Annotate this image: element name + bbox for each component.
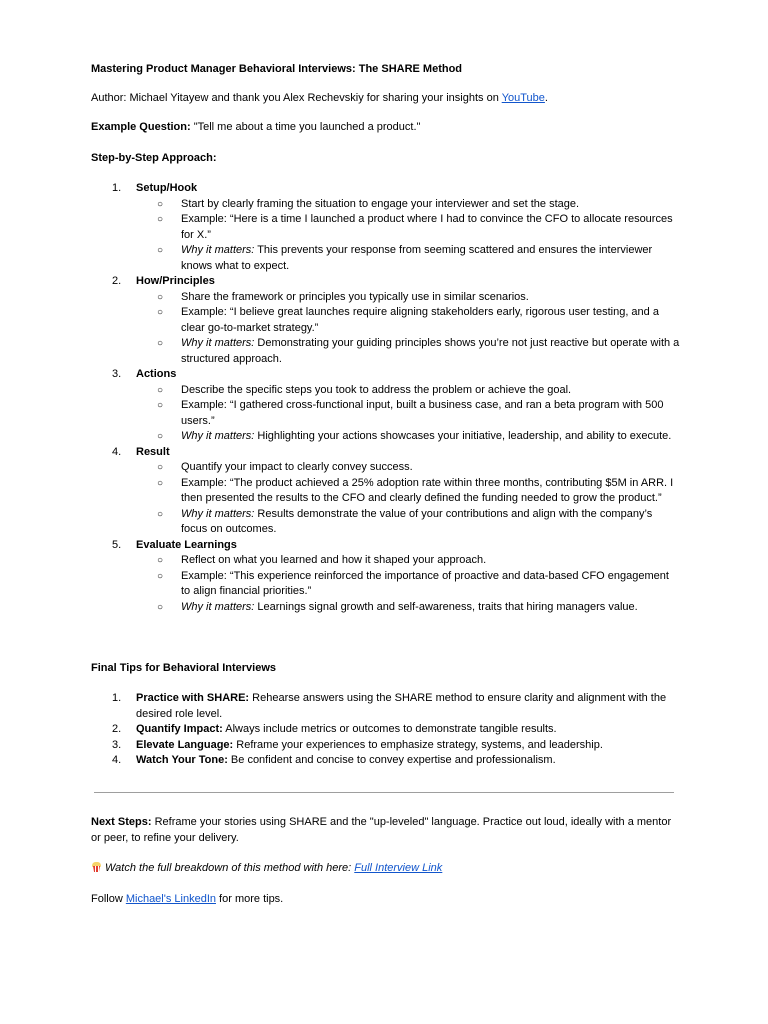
tips-list [91,691,680,769]
follow-before: Follow [91,893,126,905]
author-end: . [544,92,548,104]
step-detail-text: Quantify your impact to clearly convey success. [181,461,413,473]
tip-item [91,738,680,754]
step-item [91,181,680,274]
bullet-icon: ○ [157,214,164,225]
step-detail-item [136,600,680,616]
step-detail-text: Results demonstrate the value of your contributions and align with the company’s focus on outcomes. [181,507,653,535]
tip-label: Watch Your Tone: [136,754,228,766]
step-detail-text: Describe the specific steps you took to address the problem or achieve the goal. [181,383,572,396]
author-line [91,91,680,107]
step-title: How/Principles [136,275,215,287]
step-detail-item [136,243,680,274]
document-title: Mastering Product Manager Behavioral Interviews: The SHARE Method [91,63,463,75]
step-detail-item [136,212,680,243]
step-detail-item [136,383,680,399]
horizontal-divider [94,792,674,793]
step-item [91,445,680,538]
watch-text: Watch the full breakdown of this method with here: [105,862,355,874]
step-detail-text: Learnings signal growth and self-awareness, traits that hiring managers value. [254,600,638,613]
example-question [91,120,680,136]
step-number: 2. [112,275,122,287]
step-detail-item [136,460,680,476]
step-detail-text: Example: “This experience reinforced the importance of proactive and data-based CFO engagement to align financial priorities.” [181,569,669,597]
step-detail-text: Example: “Here is a time I launched a product where I had to convince the CFO to allocate resources for X.” [181,213,673,241]
bullet-icon: ○ [157,338,164,349]
bullet-icon: ○ [157,198,164,210]
step-detail-item [136,569,680,600]
step-detail-text: Start by clearly framing the situation to engage your interviewer and set the stage. [181,197,580,210]
step-detail-item [136,553,680,569]
tip-text: Always include metrics or outcomes to demonstrate tangible results. [222,723,557,735]
step-detail-item [136,507,680,538]
step-detail-text: Share the framework or principles you typically use in similar scenarios. [181,290,529,303]
step-detail-text: Example: “I believe great launches require aligning stakeholders early, rigorous user testing, and a clear go-to-market strategy.” [181,306,659,334]
step-detail-item [136,336,680,367]
next-steps-label: Next Steps: [91,816,152,828]
popcorn-icon [91,861,102,872]
step-detail-text: This prevents your response from seeming scattered and ensures the interviewer knows what to expect. [181,244,653,272]
why-it-matters-label: Why it matters: [181,244,255,256]
tip-label: Elevate Language: [136,738,234,751]
step-title: Actions [136,368,177,380]
bullet-icon: ○ [157,477,164,489]
bullet-icon: ○ [157,570,164,582]
bullet-icon: ○ [157,601,164,613]
follow-line [91,892,680,908]
tip-item [91,722,680,738]
tips-section [91,691,680,769]
bullet-icon: ○ [157,400,164,411]
bullet-icon: ○ [157,291,164,303]
step-detail-item [136,197,680,213]
step-detail-item [136,398,680,429]
bullet-icon: ○ [157,462,164,473]
why-it-matters-label: Why it matters: [181,600,255,613]
step-number: 5. [112,538,122,551]
why-it-matters-label: Why it matters: [181,337,255,349]
why-it-matters-label: Why it matters: [181,430,255,442]
full-interview-link[interactable]: Full Interview Link [354,862,443,874]
step-details [136,460,680,538]
example-question-label: Example Question: [91,121,191,133]
tip-item [91,753,680,769]
follow-after: for more tips. [216,893,284,905]
watch-line [91,861,680,877]
step-title: Setup/Hook [136,182,198,194]
step-details [136,553,680,615]
step-title: Evaluate Learnings [136,538,237,551]
step-detail-text: Example: “I gathered cross-functional input, built a business case, and ran a beta program with 500 users.” [181,399,664,427]
tip-number: 3. [112,738,122,751]
step-number: 3. [112,368,122,380]
step-title: Result [136,445,170,458]
bullet-icon: ○ [157,307,164,318]
bullet-icon: ○ [157,384,164,396]
step-item [91,538,680,616]
author-text: Author: Michael Yitayew and thank you Alex Rechevskiy for sharing your insights on [91,92,502,104]
step-detail-text: Highlighting your actions showcases your initiative, leadership, and ability to execute. [254,430,672,442]
youtube-link[interactable]: YouTube [501,92,545,104]
bullet-icon: ○ [157,245,164,256]
step-number: 4. [112,445,122,458]
step-detail-text: Reflect on what you learned and how it shaped your approach. [181,554,487,566]
step-details [136,290,680,368]
step-details [136,197,680,275]
tip-number: 4. [112,754,122,766]
final-tips-heading: Final Tips for Behavioral Interviews [91,662,277,674]
tip-number: 2. [112,723,122,735]
step-item [91,274,680,367]
bullet-icon: ○ [157,431,164,442]
step-detail-item [136,429,680,445]
step-detail-item [136,290,680,306]
steps-section [91,181,680,615]
tip-item [91,691,680,722]
bullet-icon: ○ [157,555,164,566]
tip-label: Quantify Impact: [136,723,223,735]
steps-list [91,181,680,615]
step-by-step-heading: Step-by-Step Approach: [91,152,217,164]
step-details [136,383,680,445]
bullet-icon: ○ [157,508,164,520]
next-steps-text: Reframe your stories using SHARE and the "up-leveled" language. Practice out loud, ideally with a mentor or peer, to refine your delivery. [91,816,672,844]
step-detail-text: Demonstrating your guiding principles shows you’re not just reactive but operate with a structured approach. [181,337,680,365]
next-steps [91,815,680,846]
step-detail-item [136,476,680,507]
tip-text: Reframe your experiences to emphasize strategy, systems, and leadership. [233,738,603,751]
tip-number: 1. [112,692,122,704]
tip-text: Be confident and concise to convey expertise and professionalism. [227,754,556,766]
step-number: 1. [112,182,122,194]
step-detail-item [136,305,680,336]
example-question-text: "Tell me about a time you launched a product." [190,121,421,133]
linkedin-link[interactable]: Michael's LinkedIn [125,893,216,905]
tip-label: Practice with SHARE: [136,692,250,704]
step-detail-text: Example: “The product achieved a 25% adoption rate within three months, contributing $5M in ARR. I then presented the results to the CFO and clearly defined the funding needed to grow the product.” [181,476,674,504]
tip-text: Rehearse answers using the SHARE method to ensure clarity and alignment with the desired role level. [136,692,667,720]
step-item [91,367,680,445]
why-it-matters-label: Why it matters: [181,507,255,520]
